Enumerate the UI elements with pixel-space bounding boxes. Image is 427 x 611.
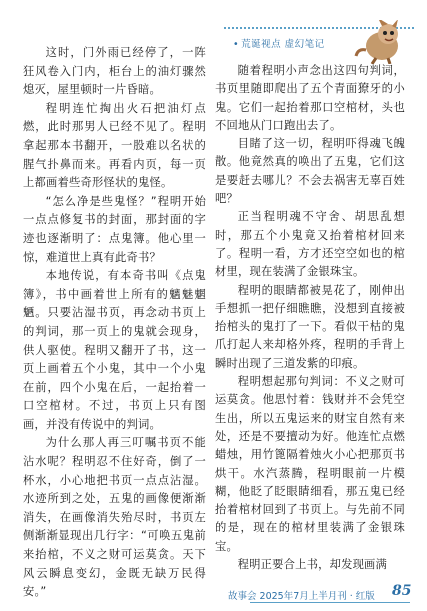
left-column	[23, 44, 206, 602]
paragraph: 程明正要合上书，却发现画满	[237, 558, 388, 572]
section-header	[233, 36, 325, 50]
page-number: 85	[392, 583, 412, 599]
paragraph: 随着程明小声念出这四句判词，书页里随即爬出了五个青面獠牙的小鬼。它们一起抬着那口空棺材，头也不回地从门口跑出去了。	[215, 64, 405, 132]
paragraph: “怎么净是些鬼怪？”程明开始一点点修复书的封面，那封面的字迹也逐渐明了：点鬼簿。他心里一惊，难道世上真有此奇书？	[23, 194, 206, 264]
paragraph: 程明连忙掏出火石把油灯点燃，此时那男人已经不见了。程明拿起那本书翻开，一股难以名状的腥气扑鼻而来。再看内页，每一页上都画着些奇形怪状的鬼怪。	[23, 101, 206, 190]
paragraph: 本地传说，有本奇书叫《点鬼簿》，书中画着世上所有的魑魅魍魉。只要沾湿书页，再念动书页上的判词，那一页上的鬼就会现身，供人驱使。程明又翻开了书，这一页上画着五个小鬼，其中一个小鬼在前，四个小鬼在后，一起抬着一口空棺材。不过，书页上只有图画，并没有传说中的判词。	[23, 269, 206, 431]
paragraph: 程明想起那句判词：不义之财可运莫贪。他思忖着：钱财并不会凭空生出，所以五鬼运来的财宝自然有来处，还是不要擅动为好。他连忙点燃蜡烛，用竹篦隔着烛火小心把那页书烘干。水汽蒸腾，程明眼前一片模糊，他眨了眨眼睛细看，那五鬼已经抬着棺材回到了书页上。与先前不同的是，现在的棺材里装满了金银珠宝。	[215, 375, 405, 553]
footer-rule	[250, 602, 410, 603]
ghost-mascot-icon	[352, 20, 406, 64]
section-title: 荒诞视点 虚幻笔记	[241, 39, 325, 50]
paragraph: 这时，门外雨已经停了，一阵狂风卷入门内，柜台上的油灯骤然熄灭，屋里顿时一片昏暗。	[23, 46, 206, 97]
paragraph: 为什么那人再三叮嘱书页不能沾水呢？程明忍不住好奇，倒了一杯水，小心地把书页一点点沾湿。水迹所到之处，五鬼的画像便渐渐消失，在画像消失殆尽时，书页左侧渐渐显现出几行字：“可唤五鬼前来抬棺，不义之财可运莫贪。天下风云瞬息变幻，金既无缺万民得安。”	[23, 436, 206, 599]
journal-footer: 故事会 2025年7月上半月刊 · 红版	[228, 591, 375, 602]
right-column	[215, 62, 405, 574]
paragraph: 程明的眼睛都被晃花了，刚伸出手想抓一把仔细瞧瞧，没想到直接被抬棺头的鬼打了一下。看似干枯的鬼爪打起人来却格外疼，程明的手背上瞬时出现了三道发紫的印痕。	[215, 283, 405, 370]
header-bullet: •	[233, 39, 240, 50]
paragraph: 目睹了这一切，程明吓得魂飞魄散。他竟然真的唤出了五鬼，它们这是要赶去哪儿？不会去祸害无辜百姓吧？	[215, 137, 405, 206]
paragraph: 正当程明魂不守舍、胡思乱想时，那五个小鬼竟又抬着棺材回来了。程明一看，方才还空空如也的棺材里，现在装满了金银珠宝。	[215, 210, 405, 279]
